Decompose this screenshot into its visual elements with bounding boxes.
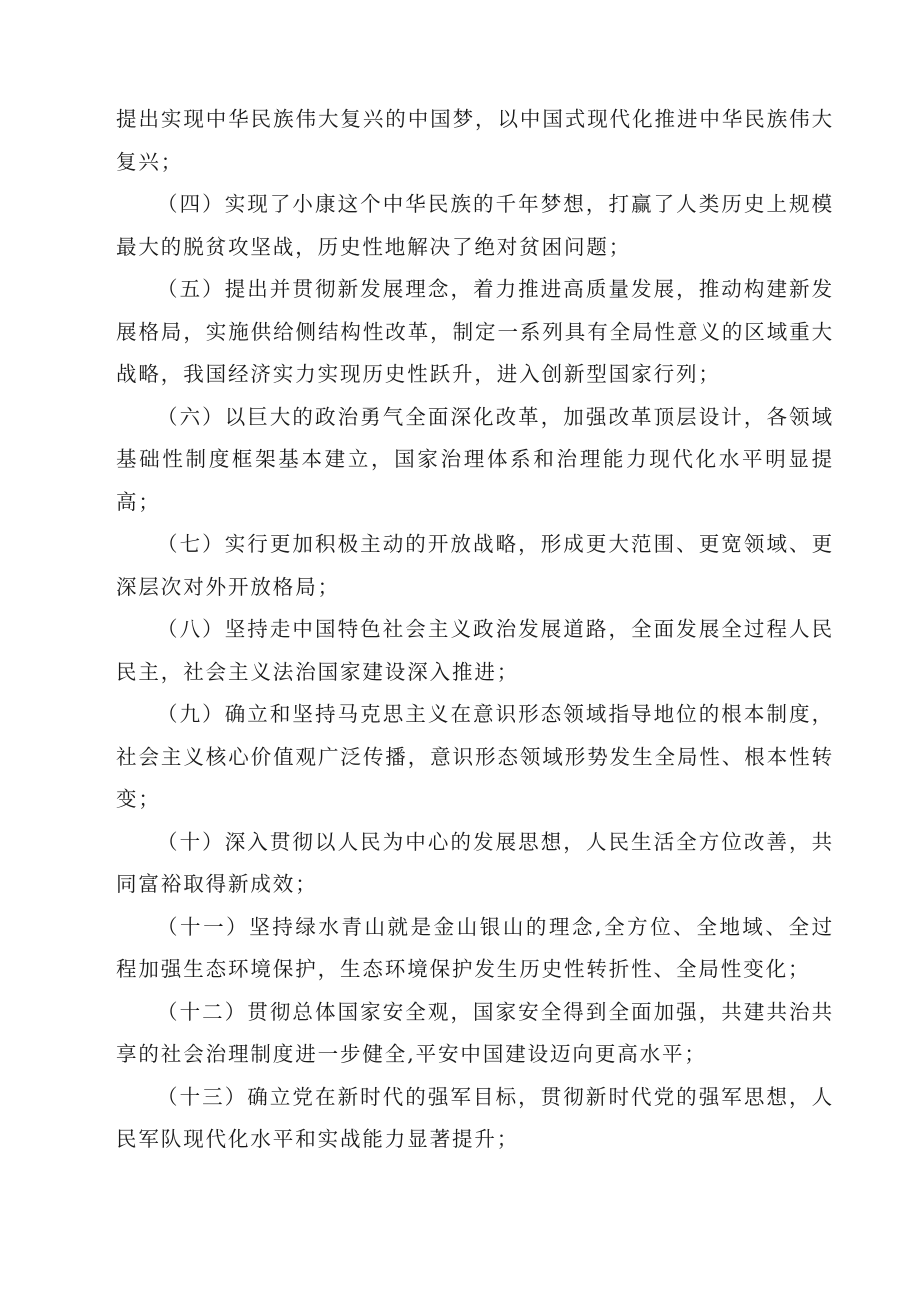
paragraph-item-5: （五）提出并贯彻新发展理念，着力推进高质量发展，推动构建新发展格局，实施供给侧结构性改革，制定一系列具有全局性意义的区域重大战略，我国经济实力实现历史性跃升，进入创新型国家行列； — [116, 277, 834, 386]
paragraph-item-13: （十三）确立党在新时代的强军目标，贯彻新时代党的强军思想，人民军队现代化水平和实战能力显著提升； — [116, 1084, 834, 1151]
document-body — [116, 98, 834, 1161]
paragraph-item-6: （六）以巨大的政治勇气全面深化改革，加强改革顶层设计，各领域基础性制度框架基本建立，国家治理体系和治理能力现代化水平明显提高； — [116, 404, 834, 514]
paragraph-item-10: （十）深入贯彻以人民为中心的发展思想，人民生活全方位改善，共同富裕取得新成效； — [116, 829, 834, 896]
paragraph-item-12: （十二）贯彻总体国家安全观，国家安全得到全面加强，共建共治共享的社会治理制度进一步健全,平安中国建设迈向更高水平； — [116, 999, 834, 1066]
paragraph-item-7: （七）实行更加积极主动的开放战略，形成更大范围、更宽领域、更深层次对外开放格局； — [116, 532, 834, 599]
paragraph-item-9: （九）确立和坚持马克思主义在意识形态领域指导地位的根本制度，社会主义核心价值观广泛传播，意识形态领域形势发生全局性、根本性转变； — [116, 702, 834, 811]
paragraph-item-4: （四）实现了小康这个中华民族的千年梦想，打赢了人类历史上规模最大的脱贫攻坚战，历史性地解决了绝对贫困问题； — [116, 192, 834, 259]
paragraph-item-11: （十一）坚持绿水青山就是金山银山的理念,全方位、全地域、全过程加强生态环境保护，生态环境保护发生历史性转折性、全局性变化； — [116, 914, 834, 981]
paragraph-item-8: （八）坚持走中国特色社会主义政治发展道路，全面发展全过程人民民主，社会主义法治国家建设深入推进； — [116, 617, 834, 684]
paragraph-continuation: 提出实现中华民族伟大复兴的中国梦，以中国式现代化推进中华民族伟大复兴； — [116, 107, 834, 174]
